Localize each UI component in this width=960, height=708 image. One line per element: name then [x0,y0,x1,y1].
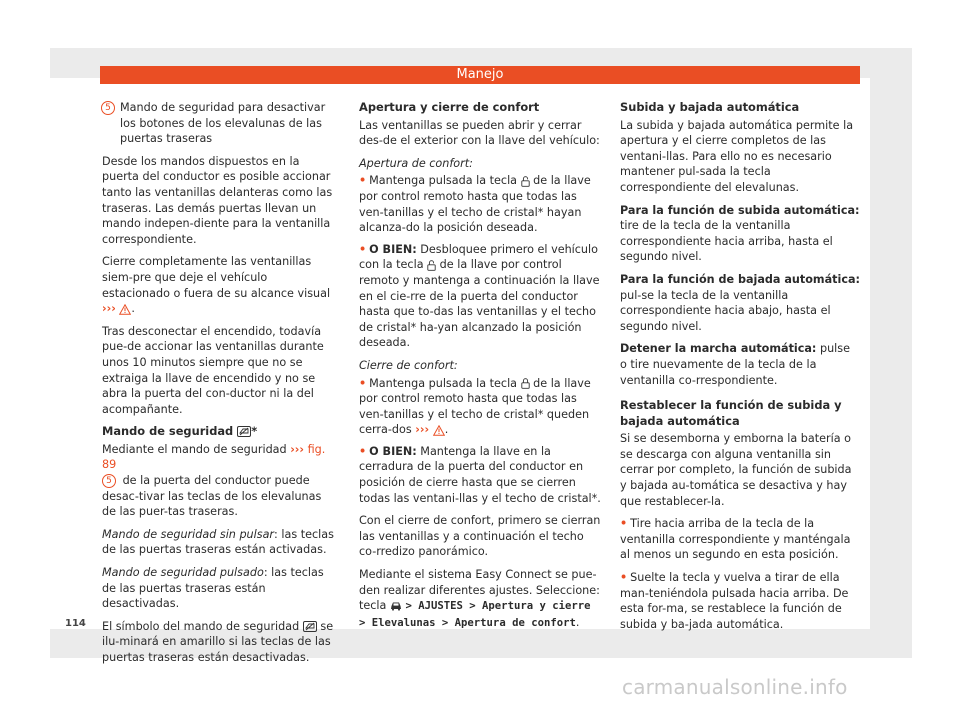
paragraph [359,118,601,149]
unlock-icon [427,260,436,271]
italic-term: Mando de seguridad pulsado [102,566,264,580]
paragraph [102,619,338,666]
bold-term: Para la función de bajada automática: [620,272,860,286]
bullet-text: de la llave por control remoto y mantenga a continuación la llave en el cie-rre de la puerta del conductor hasta que to-das las ventanillas y el techo de cristal* ha-yan alcanzado la posición deseada. [359,258,600,350]
paragraph-text: Mediante el sistema Easy Connect se pue-den realizar diferentes ajustes. Seleccione: tecla [359,568,600,613]
bullet-item [359,444,601,506]
bullet-text: Tire hacia arriba de la tecla de la ventanilla correspondiente y manténgala al menos un segundo en esta posición. [620,517,851,562]
bullet-icon: • [359,444,367,458]
section-heading: Subida y bajada automática [620,100,800,114]
column-2 [359,100,601,638]
lock-icon [521,378,530,389]
italic-term: Mando de seguridad sin pulsar [102,527,275,541]
paragraph [102,254,338,316]
paragraph-text: La subida y bajada automática permite la apertura y el cierre completos de las ventani-llas. Para ello no es necesario mantener pul-sada la tecla correspondiente del elevalunas. [620,118,854,194]
section-heading: Restablecer la función de subida y bajada automática [620,398,842,428]
section-heading: Apertura y cierre de confort [359,100,540,114]
bullet-text: de la llave por control remoto hasta que todas las ven-tanillas y el techo de cristal* hayan alcanza-do la posición deseada. [359,174,591,235]
bullet-item [359,173,601,235]
page-number: 114 [65,618,86,629]
bullet-icon: • [359,376,367,390]
column-1 [102,100,338,673]
punctuation: . [444,423,449,437]
bullet-icon: • [359,242,367,256]
car-icon [390,601,402,611]
paragraph [620,272,860,334]
warning-icon [119,304,131,315]
paragraph-text: Desde los mandos dispuestos en la puerta del conductor es posible accionar tanto las ventanillas delanteras como las traseras. Las demás puertas llevan un mando indepen-diente para la ventanilla correspondiente. [102,154,333,246]
paragraph [102,154,338,248]
bullet-item [620,516,860,563]
paragraph [102,565,338,612]
paragraph-text: Tras desconectar el encendido, todavía pue-de accionar las ventanillas durante unos 10 minutos siempre que no se extraiga la llave de encendido y no se abra la puerta del con-ductor ni la del acompañante. [102,324,324,416]
paragraph-text: Las ventanillas se pueden abrir y cerrar des-de el exterior con la llave del vehículo: [359,118,600,148]
punctuation: . [131,302,135,316]
bold-term: Para la función de subida automática: [620,203,860,217]
bullet-text: de la llave por control remoto hasta que todas las ven-tanillas y el techo de cristal* queden cerra-dos [359,376,591,437]
watermark: carmanualsonline.info [622,675,848,699]
bullet-text: Desbloquee primero el vehículo con la tecla [359,242,598,272]
bullet-item [620,570,860,632]
bold-term: O BIEN: [369,444,417,458]
italic-subheading: Apertura de confort: [359,156,473,170]
bold-term: Detener la marcha automática: [620,342,817,356]
paragraph-text: El símbolo del mando de seguridad [102,619,300,633]
paragraph [102,442,338,520]
paragraph-text: Con el cierre de confort, primero se cierran las ventanillas y a continuación el techo co-rredizo panorámico. [359,514,601,559]
paragraph-text: : las teclas de las puertas traseras están activadas. [102,527,334,557]
figure-link[interactable]: fig. 89 [102,442,326,472]
optional-mark: * [251,424,258,439]
menu-path: > AJUSTES > Apertura y cierre > Elevalunas > Apertura de confort [359,600,591,629]
paragraph-text: de la puerta del conductor puede desac-tivar las teclas de los elevalunas de las puer-tas traseras. [102,474,322,519]
bullet-item [359,376,601,438]
bullet-text: Mantenga pulsada la tecla [369,376,518,390]
bullet-icon: • [620,517,628,531]
reference-arrows: ››› [415,423,430,437]
paragraph [359,513,601,560]
callout-number: 5 [102,474,116,488]
subheading [102,424,338,440]
child-lock-icon [237,426,251,437]
paragraph-text: se ilu-minará en amarillo si las teclas de las puertas traseras están desactivadas. [102,619,334,664]
bold-term: O BIEN: [369,242,417,256]
italic-subheading: Cierre de confort: [359,358,458,372]
paragraph-text: tire de la tecla de la ventanilla correspondiente hacia arriba, hasta el segundo nivel. [620,219,833,264]
section-header: Manejo [100,66,860,84]
reference-arrows: ››› [102,302,116,316]
punctuation: . [575,615,580,629]
paragraph [359,567,601,631]
bullet-item [359,242,601,351]
paragraph [620,203,860,265]
bullet-text: Suelte la tecla y vuelva a tirar de ella man-teniéndola pulsada hacia arriba. De esta for-ma, se restablece la función de subida y ba-jada automática. [620,571,849,631]
callout-number: 5 [101,101,115,115]
paragraph [620,431,860,509]
column-3 [620,100,860,639]
paragraph-text: pulse o tire nuevamente de la tecla de la ventanilla co-rrespondiente. [620,342,850,387]
paragraph [102,527,338,558]
unlock-icon [521,176,530,187]
paragraph-text: Cierre completamente las ventanillas siem-pre que deje el vehículo estacionado o fuera de su alcance visual [102,255,331,300]
paragraph-text: Mediante el mando de seguridad [102,442,287,456]
paragraph [620,341,860,388]
bullet-text: Mantenga pulsada la tecla [369,174,518,188]
bullet-icon: • [359,174,367,188]
paragraph-text: Si se desemborna y emborna la batería o se descarga con alguna ventanilla sin cerrar por completo, la función de subida y bajada au-tomática se desactiva y hay que restablecer-la. [620,432,852,508]
paragraph-text: pul-se la tecla de la ventanilla correspondiente hacia abajo, hasta el segundo nivel. [620,288,831,333]
child-lock-icon [303,621,317,632]
numbered-item-5 [102,100,338,147]
subheading-text: Mando de seguridad [102,424,234,439]
warning-icon [433,425,445,436]
numbered-item-text: Mando de seguridad para desactivar los botones de los elevalunas de las puertas traseras [120,101,326,146]
bullet-icon: • [620,571,628,585]
paragraph [620,118,860,196]
paragraph-text: : las teclas de las puertas traseras están desactivadas. [102,566,324,611]
reference-arrows: ››› [290,442,305,456]
paragraph [102,324,338,418]
bullet-text: Mantenga la llave en la cerradura de la puerta del conductor en posición de cierre hasta que se cierren todas las ventani-llas y el techo de cristal*. [359,444,601,505]
